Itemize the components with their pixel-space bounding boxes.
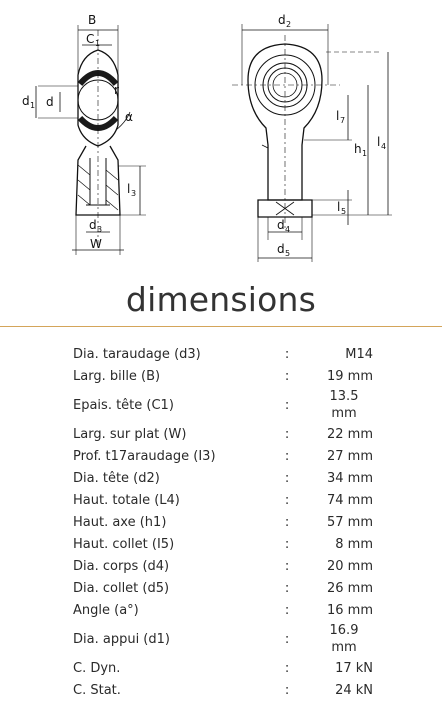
label-C1: C [86, 32, 95, 46]
spec-value: 20 mm [326, 558, 373, 574]
section-heading: dimensions [125, 280, 317, 319]
spec-separator: : [284, 397, 290, 413]
label-d5: d [277, 242, 285, 256]
label-l5-sub: 5 [341, 207, 347, 216]
spec-separator: : [284, 660, 290, 676]
spec-label: Haut. collet (I5) [73, 536, 175, 552]
spec-separator: : [284, 536, 290, 552]
spec-row [73, 599, 373, 621]
spec-separator: : [284, 492, 290, 508]
spec-value: 74 mm [326, 492, 373, 508]
spec-value: 24 kN [335, 682, 373, 698]
label-C1-sub: 1 [95, 39, 101, 48]
spec-separator: : [284, 602, 290, 618]
label-B: B [88, 13, 97, 27]
label-h1-sub: 1 [362, 149, 368, 158]
spec-value-cell [302, 657, 373, 679]
spec-separator: : [284, 514, 290, 530]
spec-row [73, 423, 373, 445]
spec-table [73, 343, 373, 701]
label-d4: d [277, 218, 285, 232]
spec-row [73, 365, 373, 387]
spec-value-cell [302, 599, 373, 621]
label-l7-sub: 7 [340, 116, 346, 125]
spec-value: 22 mm [326, 426, 373, 442]
spec-label: Epais. tête (C1) [73, 397, 174, 413]
label-d: d [46, 95, 54, 109]
spec-value-cell [302, 365, 373, 387]
spec-row [73, 467, 373, 489]
spec-separator: : [284, 448, 290, 464]
spec-value: 19 mm [326, 368, 373, 384]
spec-row [73, 621, 373, 657]
spec-separator: : [284, 580, 290, 596]
spec-row [73, 577, 373, 599]
spec-separator: : [284, 682, 290, 698]
spec-value-cell [302, 577, 373, 599]
spec-value: 34 mm [326, 470, 373, 486]
spec-separator: : [284, 631, 290, 647]
spec-label: Angle (a°) [73, 602, 139, 618]
spec-row [73, 445, 373, 467]
spec-value: 16 mm [326, 602, 373, 618]
spec-value-cell [302, 467, 373, 489]
spec-separator: : [284, 558, 290, 574]
spec-label: Dia. tête (d2) [73, 470, 160, 486]
label-d3: d [89, 218, 97, 232]
spec-value: 13.5 mm [329, 389, 359, 421]
label-l7: l [336, 109, 340, 123]
label-l4: l [377, 135, 381, 149]
label-d2: d [278, 13, 286, 27]
spec-separator: : [284, 470, 290, 486]
label-r: r [114, 83, 119, 97]
label-d3-sub: 3 [97, 225, 103, 234]
spec-row [73, 533, 373, 555]
spec-label: C. Stat. [73, 682, 121, 698]
technical-drawing [0, 0, 442, 270]
spec-label: Dia. appui (d1) [73, 631, 170, 647]
spec-row [73, 343, 373, 365]
spec-row [73, 679, 373, 701]
spec-value-cell [302, 533, 373, 555]
spec-separator: : [284, 426, 290, 442]
spec-label: Dia. collet (d5) [73, 580, 170, 596]
spec-value-cell [302, 679, 373, 701]
label-l4-sub: 4 [381, 142, 387, 151]
spec-row [73, 489, 373, 511]
spec-value-cell [302, 621, 373, 657]
label-l3-sub: 3 [131, 189, 137, 198]
spec-value: 8 mm [335, 536, 373, 552]
heading-divider [0, 326, 442, 327]
spec-value-cell [302, 555, 373, 577]
label-h1: h [354, 142, 362, 156]
spec-label: Haut. totale (L4) [73, 492, 180, 508]
spec-value-cell [302, 445, 373, 467]
spec-value-cell [302, 423, 373, 445]
spec-value: M14 [345, 346, 373, 362]
spec-label: Dia. taraudage (d3) [73, 346, 201, 362]
label-d1: d [22, 94, 30, 108]
spec-value-cell [302, 387, 373, 423]
label-l3: l [127, 182, 131, 196]
spec-value: 57 mm [326, 514, 373, 530]
spec-value: 16.9 mm [329, 623, 359, 655]
spec-value: 27 mm [326, 448, 373, 464]
spec-separator: : [284, 346, 290, 362]
spec-row [73, 657, 373, 679]
label-d2-sub: 2 [286, 20, 292, 29]
spec-value-cell [302, 489, 373, 511]
label-d4-sub: 4 [285, 225, 291, 234]
spec-label: Prof. t17araudage (I3) [73, 448, 216, 464]
spec-label: Larg. bille (B) [73, 368, 161, 384]
spec-value: 17 kN [335, 660, 373, 676]
spec-value-cell [302, 511, 373, 533]
spec-value-cell [302, 343, 373, 365]
spec-label: Dia. corps (d4) [73, 558, 170, 574]
spec-value: 26 mm [326, 580, 373, 596]
spec-label: Larg. sur plat (W) [73, 426, 187, 442]
spec-label: C. Dyn. [73, 660, 121, 676]
label-l5: l [337, 200, 341, 214]
spec-row [73, 555, 373, 577]
label-alpha: α [125, 110, 133, 124]
label-d5-sub: 5 [285, 249, 291, 258]
label-d1-sub: 1 [30, 101, 36, 110]
spec-separator: : [284, 368, 290, 384]
spec-row [73, 511, 373, 533]
front-view [232, 24, 392, 262]
spec-table-body [73, 343, 373, 701]
spec-row [73, 387, 373, 423]
spec-label: Haut. axe (h1) [73, 514, 167, 530]
label-W: W [90, 237, 102, 251]
